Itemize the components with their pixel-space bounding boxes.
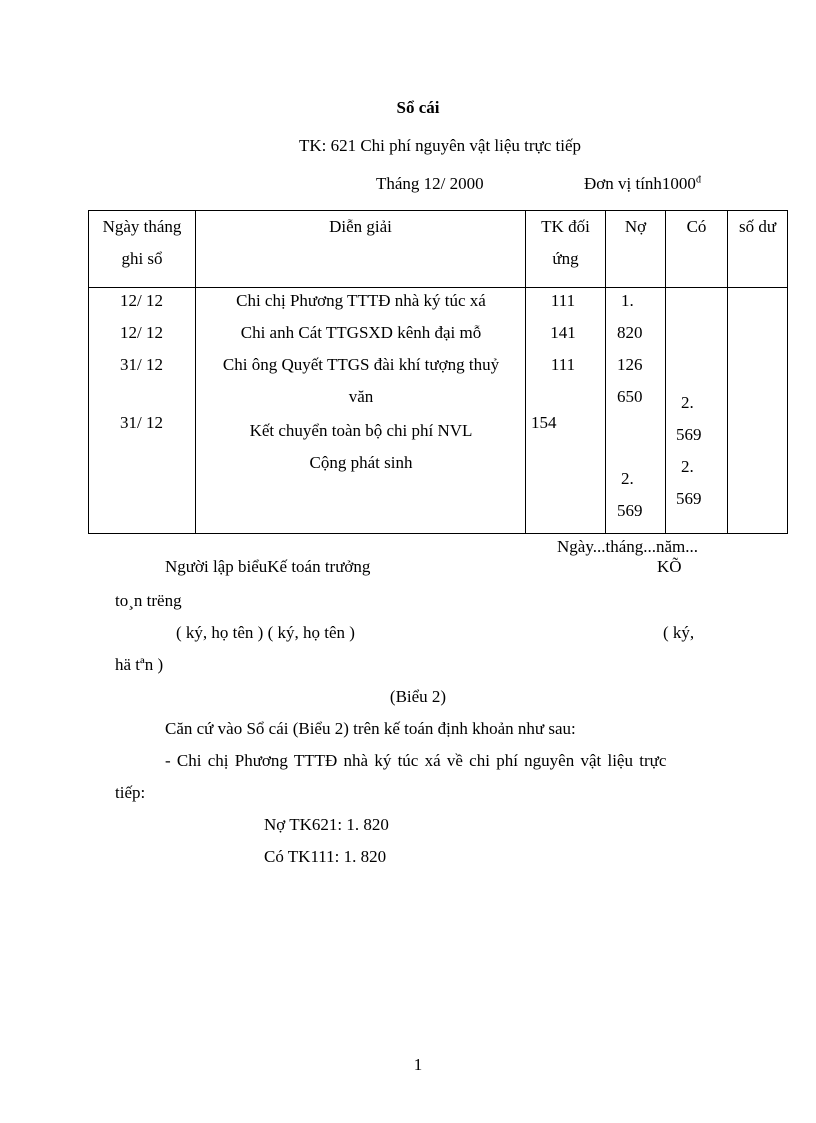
description-line: văn <box>348 387 374 406</box>
header-credit-text: Có <box>686 217 707 236</box>
sign-note3-line2: hä tªn ) <box>115 655 164 674</box>
header-desc-text: Diễn giải <box>329 217 392 236</box>
unit-label <box>584 174 701 194</box>
header-balance-text: số dư <box>738 217 777 236</box>
tk-line: 111 <box>550 355 576 374</box>
caption: (Biểu 2) <box>389 687 447 706</box>
entry-debit: Nợ TK621: 1. 820 <box>264 815 389 834</box>
header-credit <box>666 211 728 288</box>
header-date-line1: Ngày tháng <box>102 217 182 236</box>
signer3-line2: to¸n trëng <box>115 591 182 610</box>
debit-line: 650 <box>617 387 643 406</box>
header-date <box>89 211 196 288</box>
paragraph-2-line1: - Chi chị Phương TTTĐ nhà ký túc xá về chi phí nguyên vật liệu trực <box>165 751 667 770</box>
header-debit-text: Nợ <box>624 217 647 236</box>
debit-line: 569 <box>617 501 643 520</box>
unit-text: Đơn vị tính1000 <box>584 174 696 193</box>
entry-credit: Có TK111: 1. 820 <box>264 847 387 866</box>
ledger-title: Sổ cái <box>396 98 440 117</box>
sign-note3-line1: ( ký, <box>663 623 695 642</box>
description-line: Chi ông Quyết TTGS đài khí tượng thuỷ <box>222 355 500 374</box>
debit-line: 126 <box>617 355 643 374</box>
header-description <box>196 211 526 288</box>
month-label: Tháng 12/ 2000 <box>376 174 484 193</box>
description-line: Kết chuyển toàn bộ chi phí NVL <box>249 421 473 440</box>
credit-line: 2. <box>681 457 694 476</box>
debit-line: 820 <box>617 323 643 342</box>
signer3-line1: KÕ <box>657 557 682 576</box>
tk-line: 141 <box>550 323 576 342</box>
description-line: Chi chị Phương TTTĐ nhà ký túc xá <box>236 291 486 310</box>
debit-line: 1. <box>621 291 634 310</box>
credit-line: 569 <box>676 489 702 508</box>
header-balance <box>728 211 788 288</box>
page-number: 1 <box>413 1055 423 1074</box>
account-line: TK: 621 Chi phí nguyên vật liệu trực tiếp <box>298 136 582 155</box>
date-line: 12/ 12 <box>120 291 163 310</box>
header-tk <box>526 211 606 288</box>
tk-line: 111 <box>550 291 576 310</box>
credit-line: 2. <box>681 393 694 412</box>
tk-line: 154 <box>531 413 557 432</box>
header-tk-line1: TK đối <box>541 217 590 236</box>
sign-note: ( ký, họ tên ) ( ký, họ tên ) <box>176 623 355 642</box>
description-line: Cộng phát sinh <box>309 453 413 472</box>
date-line: 31/ 12 <box>120 355 163 374</box>
body-balance-cell <box>728 288 788 534</box>
debit-line: 2. <box>621 469 634 488</box>
date-line: 12/ 12 <box>120 323 163 342</box>
paragraph-2-line2: tiếp: <box>115 783 146 802</box>
date-line: 31/ 12 <box>120 413 163 432</box>
header-debit <box>606 211 666 288</box>
header-tk-line2: ứng <box>552 249 579 268</box>
header-date-line2: ghi sổ <box>121 249 163 268</box>
paragraph-1: Căn cứ vào Sổ cái (Biểu 2) trên kế toán định khoản như sau: <box>165 719 576 738</box>
date-placeholder: Ngày...tháng...năm... <box>557 537 699 556</box>
table-header-row <box>89 211 788 288</box>
credit-line: 569 <box>676 425 702 444</box>
unit-currency: đ <box>695 174 701 186</box>
signers-line: Người lập biểuKế toán trưởng <box>165 557 371 576</box>
description-line: Chi anh Cát TTGSXD kênh đại mỗ <box>240 323 482 342</box>
